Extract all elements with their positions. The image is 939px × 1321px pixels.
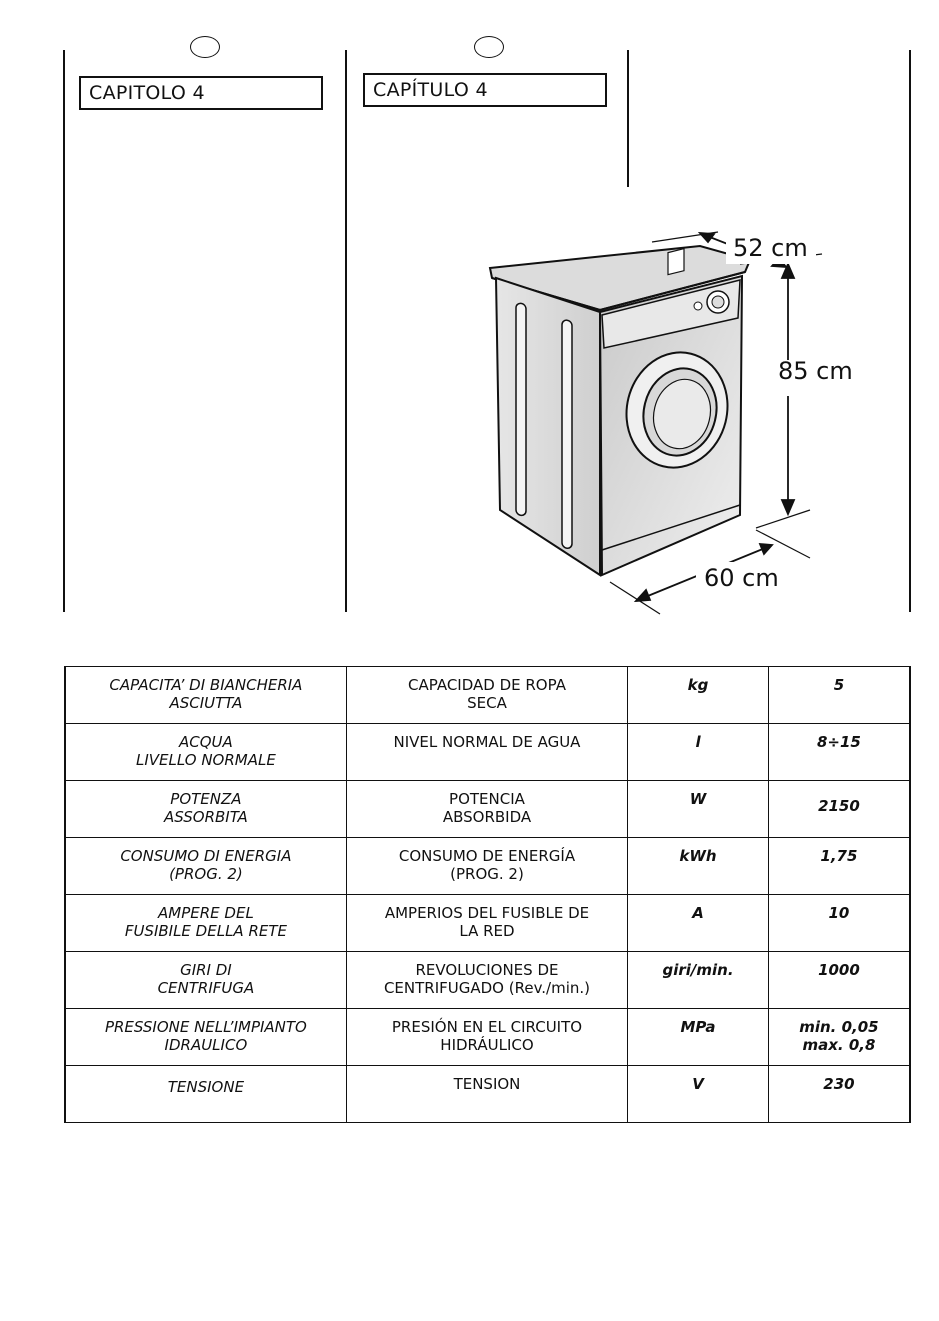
height-dimension-label: 85 cm — [778, 357, 853, 385]
column-divider-far-right — [909, 50, 911, 612]
spec-value: min. 0,05 max. 0,8 — [768, 1009, 910, 1066]
spec-label-es: NIVEL NORMAL DE AGUA — [346, 724, 627, 781]
spec-label-es: POTENCIA ABSORBIDA — [346, 781, 627, 838]
spec-value: 5 — [768, 667, 910, 724]
table-row — [65, 667, 910, 724]
spec-label-es: TENSION — [346, 1066, 627, 1123]
spec-unit: l — [628, 724, 769, 781]
spec-label-es: PRESIÓN EN EL CIRCUITO HIDRÁULICO — [346, 1009, 627, 1066]
table-row — [65, 1009, 910, 1066]
table-row — [65, 781, 910, 838]
spec-unit: kWh — [628, 838, 769, 895]
spec-label-it: AMPERE DEL FUSIBILE DELLA RETE — [124, 904, 287, 940]
spec-label-it: CONSUMO DI ENERGIA (PROG. 2) — [120, 847, 292, 883]
table-row — [65, 1066, 910, 1123]
spec-label-it: ACQUA LIVELLO NORMALE — [135, 733, 276, 769]
spec-value: 8÷15 — [768, 724, 910, 781]
language-flag-circle-it — [190, 36, 220, 58]
spec-value: 1,75 — [768, 838, 910, 895]
spec-unit: kg — [628, 667, 769, 724]
spec-unit: V — [628, 1066, 769, 1123]
spec-value: 230 — [768, 1066, 910, 1123]
spec-unit: W — [628, 781, 769, 838]
depth-dimension-label: 52 cm — [733, 234, 808, 262]
spec-value: 10 — [768, 895, 910, 952]
spec-label-es: AMPERIOS DEL FUSIBLE DE LA RED — [346, 895, 627, 952]
technical-specifications-table — [64, 666, 911, 1123]
spec-label-it: PRESSIONE NELL’IMPIANTO IDRAULICO — [104, 1018, 307, 1054]
washing-machine-drawing — [490, 246, 750, 575]
width-dimension-label: 60 cm — [704, 564, 779, 592]
chapter-heading-es: CAPÍTULO 4 — [363, 73, 607, 107]
chapter-heading-it: CAPITOLO 4 — [79, 76, 323, 110]
spec-value: 2150 — [768, 781, 910, 838]
column-divider-middle — [345, 50, 347, 612]
table-row — [65, 838, 910, 895]
spec-label-es: CONSUMO DE ENERGÍA (PROG. 2) — [346, 838, 627, 895]
spec-label-it: CAPACITA’ DI BIANCHERIA ASCIUTTA — [109, 676, 303, 712]
spec-unit: MPa — [628, 1009, 769, 1066]
spec-label-it: POTENZA ASSORBITA — [164, 790, 248, 826]
spec-label-it: GIRI DI CENTRIFUGA — [157, 961, 255, 997]
table-row — [65, 724, 910, 781]
spec-label-es: CAPACIDAD DE ROPA SECA — [346, 667, 627, 724]
spec-unit: giri/min. — [628, 952, 769, 1009]
language-flag-circle-es — [474, 36, 504, 58]
spec-value: 1000 — [768, 952, 910, 1009]
table-row — [65, 952, 910, 1009]
spec-label-it: TENSIONE — [167, 1078, 245, 1096]
washing-machine-dimension-figure — [470, 220, 870, 620]
spec-label-es: REVOLUCIONES DE CENTRIFUGADO (Rev./min.) — [346, 952, 627, 1009]
table-row — [65, 895, 910, 952]
column-divider-right — [627, 50, 629, 187]
spec-unit: A — [628, 895, 769, 952]
column-divider-left — [63, 50, 65, 612]
